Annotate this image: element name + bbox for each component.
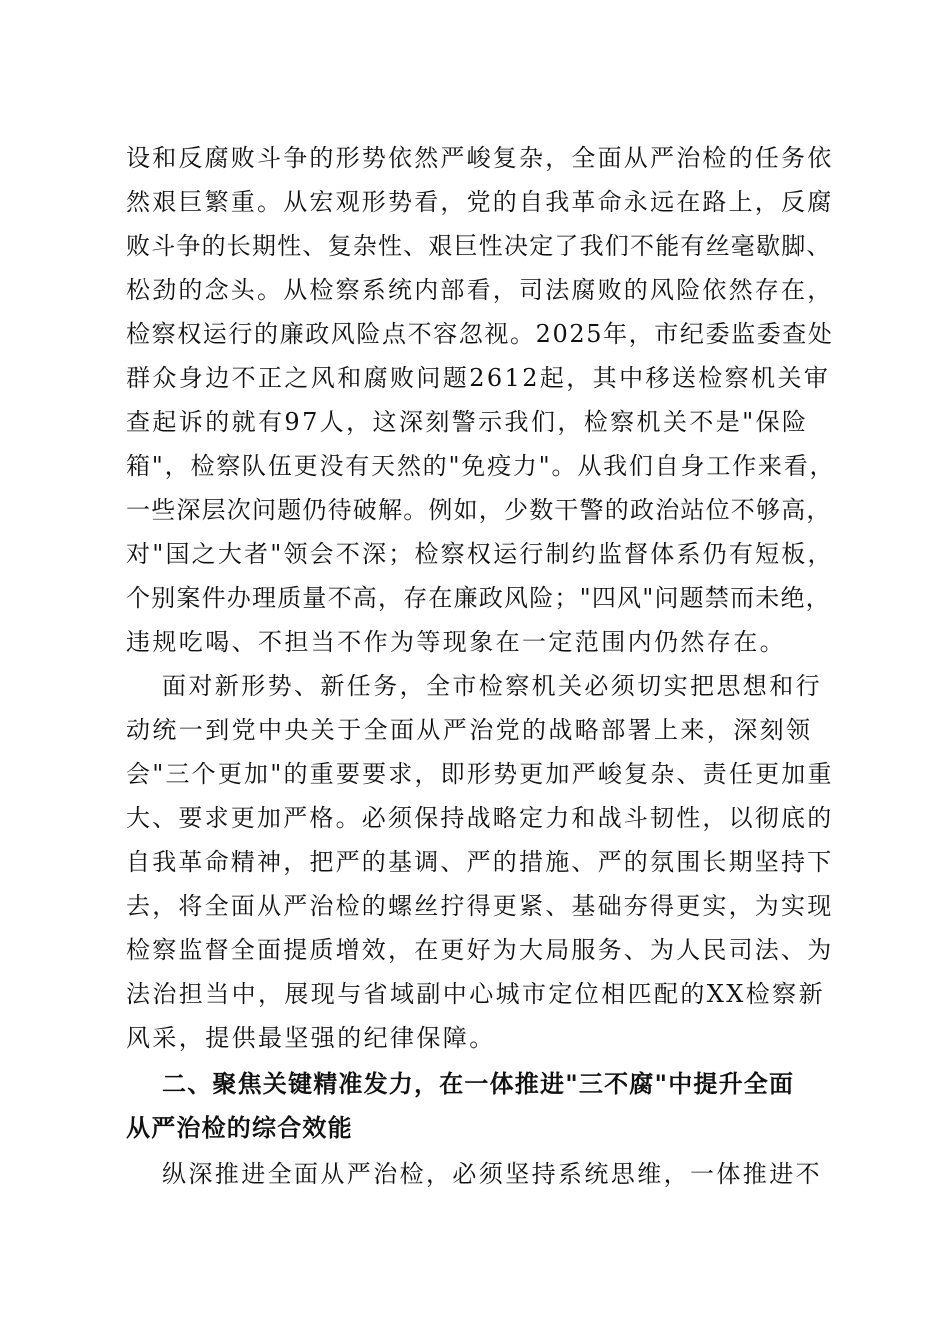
- text-line: 一些深层次问题仍待破解。例如，少数干警的政治站位不够高，: [126, 496, 832, 524]
- text-line: 群众身边不正之风和腐败问题2612起，其中移送检察机关审: [126, 364, 831, 392]
- paragraph-first-line: 面对新形势、新任务，全市检察机关必须切实把思想和行: [162, 672, 822, 700]
- text-line: 法治担当中，展现与省域副中心城市定位相匹配的XX检察新: [126, 980, 825, 1008]
- text-line: 松劲的念头。从检察系统内部看，司法腐败的风险依然存在，: [126, 276, 834, 304]
- text-line: 风采，提供最坚强的纪律保障。: [126, 1024, 496, 1052]
- text-line: 设和反腐败斗争的形势依然严峻复杂，全面从严治检的任务依: [126, 144, 834, 172]
- text-line: 检察权运行的廉政风险点不容忽视。2025年，市纪委监委查处: [126, 320, 834, 348]
- text-line: 违规吃喝、不担当不作为等现象在一定范围内仍然存在。: [126, 628, 786, 656]
- text-line: 败斗争的长期性、复杂性、艰巨性决定了我们不能有丝毫歇脚、: [126, 232, 832, 260]
- text-line: 会"三个更加"的重要要求，即形势更加严峻复杂、责任更加重: [126, 760, 834, 788]
- text-line: 对"国之大者"领会不深；检察权运行制约监督体系仍有短板，: [126, 540, 834, 568]
- text-line: 检察监督全面提质增效，在更好为大局服务、为人民司法、为: [126, 936, 834, 964]
- text-line: 查起诉的就有97人，这深刻警示我们，检察机关不是"保险: [126, 408, 809, 436]
- text-line: 动统一到党中央关于全面从严治党的战略部署上来，深刻领: [126, 716, 813, 744]
- text-line: 然艰巨繁重。从宏观形势看，党的自我革命永远在路上，反腐: [126, 188, 834, 216]
- section-heading-continued: 从严治检的综合效能: [126, 1114, 353, 1142]
- text-line: 个别案件办理质量不高，存在廉政风险；"四风"问题禁而未绝，: [126, 584, 831, 612]
- text-line: 箱"，检察队伍更没有天然的"免疫力"。从我们自身工作来看，: [126, 452, 836, 480]
- section-heading: 二、聚焦关键精准发力，在一体推进"三不腐"中提升全面: [162, 1070, 795, 1098]
- text-line: 自我革命精神，把严的基调、严的措施、严的氛围长期坚持下: [126, 848, 834, 876]
- text-line: 去，将全面从严治检的螺丝拧得更紧、基础夯得更实，为实现: [126, 892, 834, 920]
- text-line: 大、要求更加严格。必须保持战略定力和战斗韧性，以彻底的: [126, 804, 834, 832]
- paragraph-first-line: 纵深推进全面从严治检，必须坚持系统思维，一体推进不: [162, 1160, 822, 1188]
